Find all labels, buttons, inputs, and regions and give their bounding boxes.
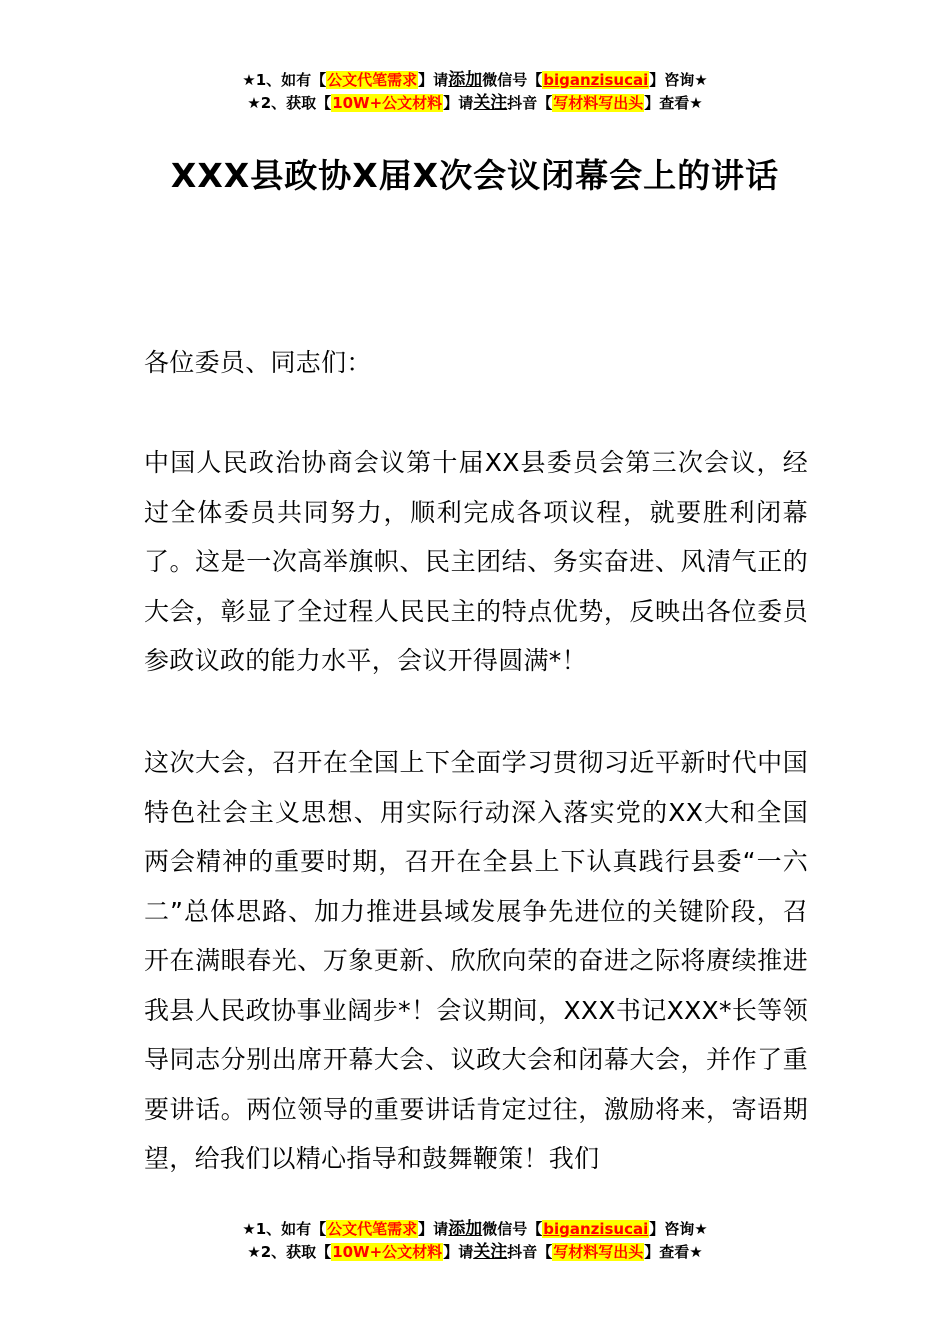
ad-text: ★1、如有【 bbox=[242, 71, 327, 89]
ad-text: 】咨询★ bbox=[649, 71, 708, 89]
ad-text: ★2、获取【 bbox=[247, 1243, 332, 1261]
ad-underline: 添加 bbox=[448, 70, 483, 90]
ad-text: 】请 bbox=[418, 1220, 449, 1238]
ad-text: 】请 bbox=[443, 1243, 474, 1261]
ad-highlight-service: 公文代笔需求 bbox=[327, 71, 418, 89]
ad-highlight-douyin: 写材料写出头 bbox=[553, 1243, 644, 1261]
ad-text: 微信号【 bbox=[482, 71, 543, 89]
ad-text: 】查看★ bbox=[644, 94, 703, 112]
ad-text: 】查看★ bbox=[644, 1243, 703, 1261]
paragraph-1 bbox=[144, 438, 808, 686]
ad-text: 抖音【 bbox=[507, 1243, 553, 1261]
ad-text: 抖音【 bbox=[507, 94, 553, 112]
salutation-text: 各位委员、同志们： bbox=[144, 348, 372, 377]
ad-text: 微信号【 bbox=[482, 1220, 543, 1238]
document-title: XXX县政协X届X次会议闭幕会上的讲话 bbox=[170, 156, 780, 195]
ad-line-2 bbox=[0, 92, 950, 115]
ad-line-2 bbox=[0, 1241, 950, 1264]
ad-highlight-materials: 10W+公文材料 bbox=[332, 94, 443, 112]
ad-text: ★2、获取【 bbox=[247, 94, 332, 112]
ad-highlight-douyin: 写材料写出头 bbox=[553, 94, 644, 112]
ad-highlight-wechat-id: biganzisucai bbox=[543, 1220, 649, 1238]
ad-underline: 关注 bbox=[473, 1242, 508, 1262]
ad-line-1 bbox=[0, 69, 950, 92]
salutation bbox=[144, 338, 808, 388]
ad-highlight-wechat-id: biganzisucai bbox=[543, 71, 649, 89]
ad-text: 】请 bbox=[443, 94, 474, 112]
ad-underline: 添加 bbox=[448, 1219, 483, 1239]
header-ad-banner bbox=[0, 69, 950, 115]
paragraph-2 bbox=[144, 738, 808, 1184]
ad-text: ★1、如有【 bbox=[242, 1220, 327, 1238]
paragraph-text: 这次大会，召开在全国上下全面学习贯彻习近平新时代中国特色社会主义思想、用实际行动深入落实党的XX大和全国两会精神的重要时期，召开在全县上下认真践行县委“一六二”总体思路、加力推进县域发展争先进位的关键阶段，召开在满眼春光、万象更新、欣欣向荣的奋进之际将赓续推进我县人民政协事业阔步*！会议期间，XXX书记XXX*长等领导同志分别出席开幕大会、议政大会和闭幕大会，并作了重要讲话。两位领导的重要讲话肯定过往，激励将来，寄语期望，给我们以精心指导和鼓舞鞭策！我们 bbox=[144, 748, 808, 1173]
ad-highlight-materials: 10W+公文材料 bbox=[332, 1243, 443, 1261]
ad-text: 】咨询★ bbox=[649, 1220, 708, 1238]
ad-line-1 bbox=[0, 1218, 950, 1241]
ad-underline: 关注 bbox=[473, 93, 508, 113]
footer-ad-banner bbox=[0, 1218, 950, 1264]
ad-text: 】请 bbox=[418, 71, 449, 89]
ad-highlight-service: 公文代笔需求 bbox=[327, 1220, 418, 1238]
paragraph-text: 中国人民政治协商会议第十届XX县委员会第三次会议，经过全体委员共同努力，顺利完成各项议程，就要胜利闭幕了。这是一次高举旗帜、民主团结、务实奋进、风清气正的大会，彰显了全过程人民民主的特点优势，反映出各位委员参政议政的能力水平，会议开得圆满*！ bbox=[144, 448, 808, 675]
